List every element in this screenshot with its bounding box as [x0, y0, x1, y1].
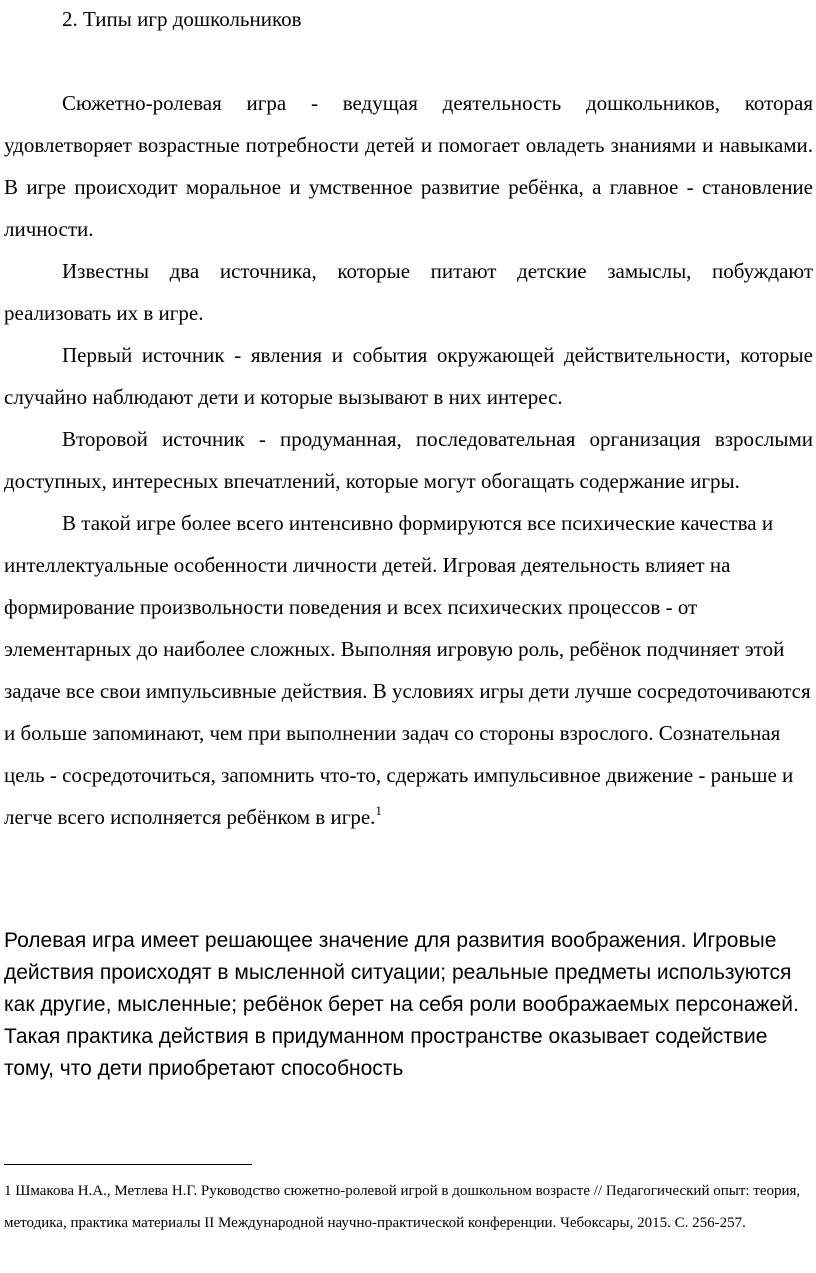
footnote-reference[interactable]: 1 [375, 803, 382, 818]
footnote [4, 1175, 804, 1239]
paragraph-with-footnote [4, 502, 813, 838]
continuation-paragraph: Ролевая игра имеет решающее значение для развития воображения. Игровые действия происходят в мысленной ситуации; реальные предметы используются как другие, мысленные; ребёнок берет на себя роли воображаемых персонажей. Такая практика действия в придуманном пространстве оказывает содействие тому, что дети приобретают способность [4, 929, 799, 1080]
section-heading: 2. Типы игр дошкольников [62, 7, 302, 31]
paragraph: Известны два источника, которые питают детские замыслы, побуждают реализовать их в игре. [4, 259, 813, 325]
paragraph: Сюжетно-ролевая игра - ведущая деятельность дошкольников, которая удовлетворяет возрастные потребности детей и помогает овладеть знаниями и навыками. В игре происходит моральное и умственное развитие ребёнка, а главное - становление личности. [4, 91, 813, 241]
paragraph: Первый источник - явления и события окружающей действительности, которые случайно наблюдают дети и которые вызывают в них интерес. [4, 343, 813, 409]
footnote-separator [4, 1164, 252, 1165]
paragraph-text: В такой игре более всего интенсивно формируются все психические качества и интеллектуальные особенности личности детей. Игровая деятельность влияет на формирование произвольности поведения и всех психических процессов - от элементарных до наиболее сложных. Выполняя игровую роль, ребёнок подчиняет этой задаче все свои импульсивные действия. В условиях игры дети лучше сосредоточиваются и больше запоминают, чем при выполнении задач со стороны взрослого. Сознательная цель - сосредоточиться, запомнить что-то, сдержать импульсивное движение - раньше и легче всего исполняется ребёнком в игре. [4, 511, 811, 829]
footnote-text: Шмакова Н.А., Метлева Н.Г. Руководство сюжетно-ролевой игрой в дошкольном возрасте // Педагогический опыт: теория, методика, практика материалы II Международной научно-практической конференции. Чебоксары, 2015. С. 256-257. [4, 1183, 801, 1231]
paragraph: Второвой источник - продуманная, последовательная организация взрослыми доступных, интересных впечатлений, которые могут обогащать содержание игры. [4, 427, 813, 493]
body-text [4, 82, 813, 838]
footnote-number: 1 [4, 1183, 12, 1199]
